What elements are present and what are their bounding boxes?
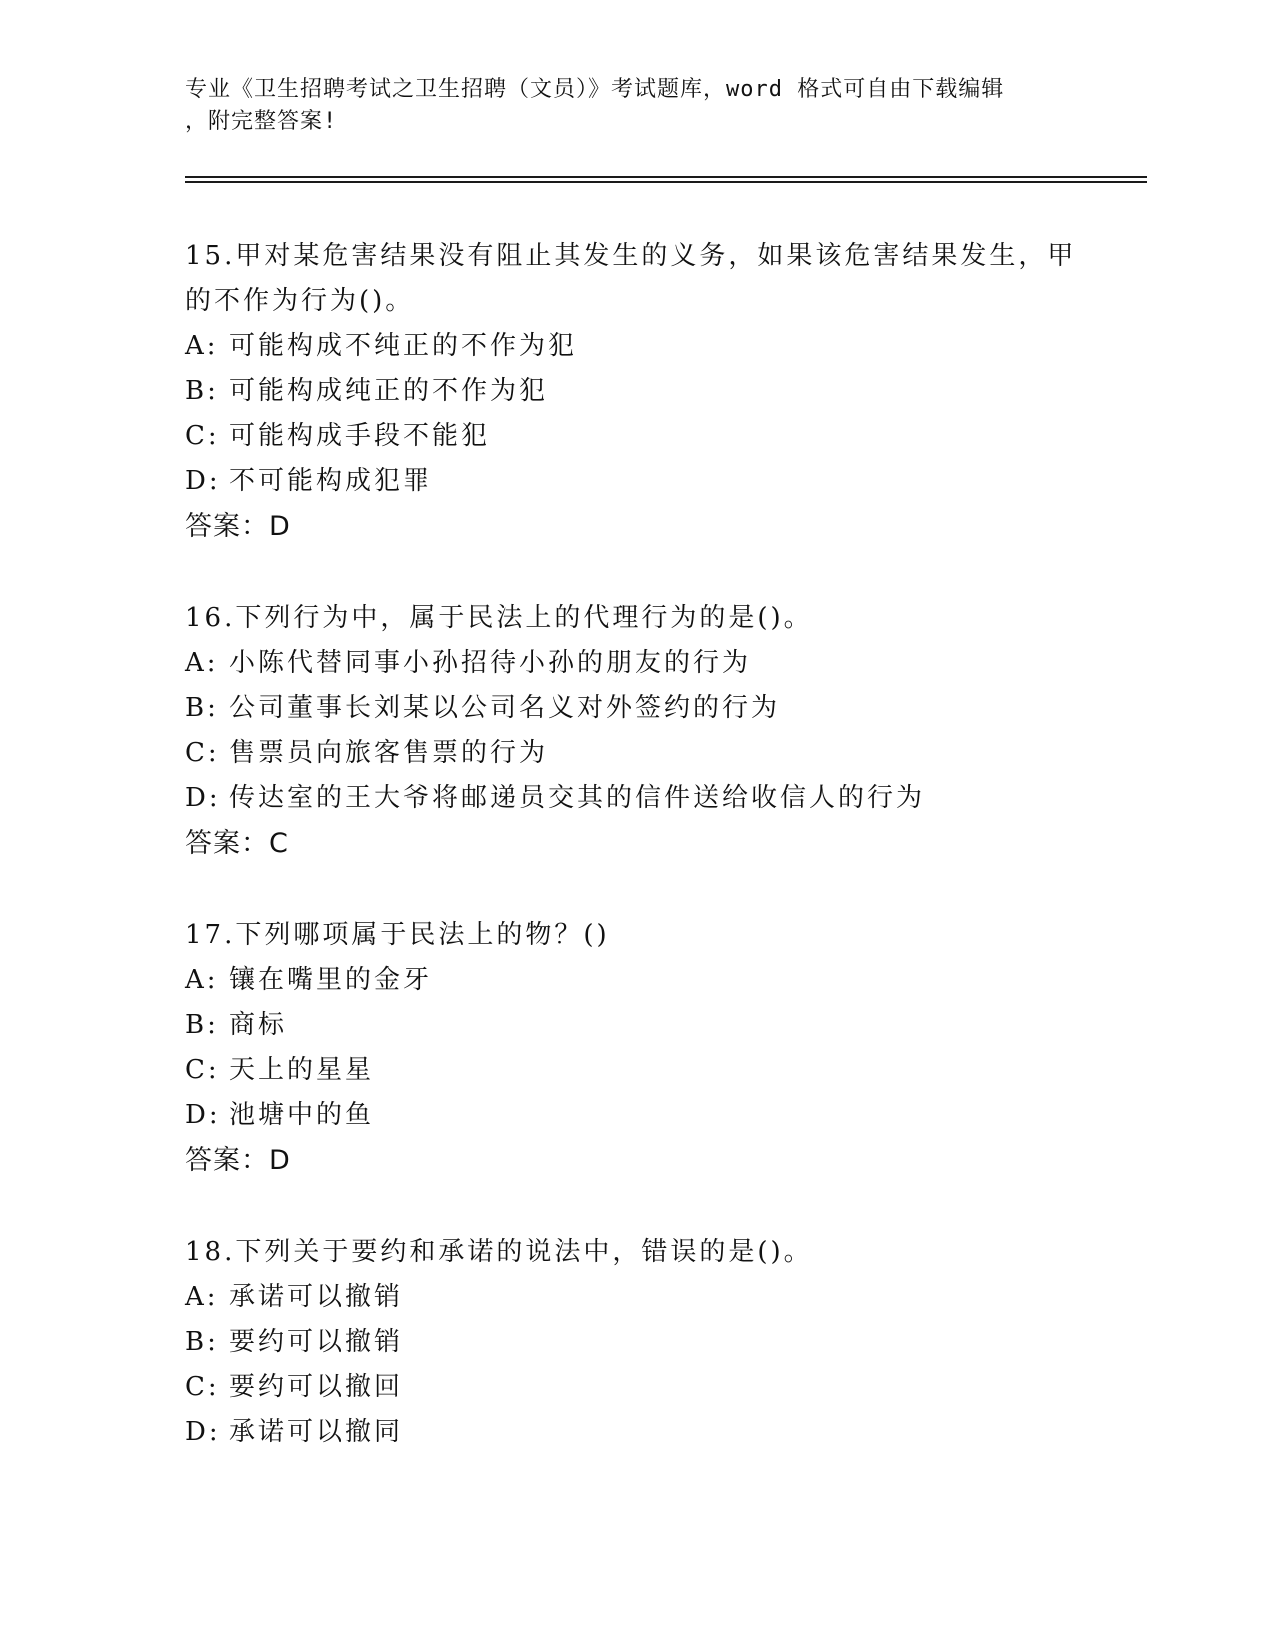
header-divider-top [185, 176, 1147, 178]
option-text: 要约可以撤回 [229, 1372, 404, 1402]
option-text: 镶在嘴里的金牙 [229, 965, 433, 995]
option-letter: D: [185, 1417, 221, 1447]
option-text: 池塘中的鱼 [229, 1100, 375, 1130]
header-divider-bottom [185, 181, 1147, 183]
document-header [185, 74, 1065, 138]
option-letter: C: [185, 1372, 220, 1402]
option-b [185, 369, 1085, 414]
header-line-1: 专业《卫生招聘考试之卫生招聘（文员）》考试题库，word 格式可自由下载编辑 [185, 77, 1005, 102]
option-b [185, 1003, 1085, 1048]
option-d [185, 1093, 1085, 1138]
question-stem-line: 18.下列关于要约和承诺的说法中，错误的是()。 [185, 1237, 813, 1267]
option-letter: B: [185, 693, 219, 723]
option-c [185, 414, 1085, 459]
answer-text: 答案：C [185, 828, 289, 859]
question-stem-line: 16.下列行为中，属于民法上的代理行为的是()。 [185, 603, 813, 633]
question-15 [185, 234, 1085, 549]
option-letter: B: [185, 1010, 219, 1040]
option-letter: C: [185, 1055, 220, 1085]
option-text: 天上的星星 [229, 1055, 375, 1085]
option-text: 承诺可以撤同 [229, 1417, 404, 1447]
option-text: 承诺可以撤销 [229, 1282, 404, 1312]
option-text: 不可能构成犯罪 [229, 466, 433, 496]
option-a [185, 641, 1085, 686]
option-letter: B: [185, 376, 219, 406]
option-a [185, 958, 1085, 1003]
question-stem-line: 15.甲对某危害结果没有阻止其发生的义务，如果该危害结果发生，甲 [185, 241, 1077, 271]
option-text: 商标 [229, 1010, 288, 1040]
option-a [185, 1275, 1085, 1320]
question-17 [185, 913, 1085, 1183]
option-d [185, 776, 1085, 821]
answer-text: 答案：D [185, 511, 291, 542]
option-text: 小陈代替同事小孙招待小孙的朋友的行为 [229, 648, 752, 678]
option-letter: A: [185, 331, 219, 361]
option-letter: A: [185, 965, 219, 995]
option-letter: D: [185, 1100, 221, 1130]
option-b [185, 1320, 1085, 1365]
question-16 [185, 596, 1085, 866]
option-letter: C: [185, 738, 220, 768]
question-stem-line: 的不作为行为()。 [185, 286, 415, 316]
option-letter: A: [185, 648, 219, 678]
option-text: 传达室的王大爷将邮递员交其的信件送给收信人的行为 [229, 783, 926, 813]
option-text: 可能构成不纯正的不作为犯 [229, 331, 578, 361]
option-letter: A: [185, 1282, 219, 1312]
option-letter: B: [185, 1327, 219, 1357]
option-d [185, 459, 1085, 504]
option-a [185, 324, 1085, 369]
answer-text: 答案：D [185, 1145, 291, 1176]
option-text: 可能构成纯正的不作为犯 [229, 376, 549, 406]
option-text: 要约可以撤销 [229, 1327, 404, 1357]
question-stem-line: 17.下列哪项属于民法上的物？() [185, 920, 610, 950]
option-text: 公司董事长刘某以公司名义对外签约的行为 [229, 693, 781, 723]
option-d [185, 1410, 1085, 1455]
option-c [185, 1365, 1085, 1410]
header-line-2: ，附完整答案! [185, 109, 338, 134]
option-text: 售票员向旅客售票的行为 [229, 738, 549, 768]
option-letter: D: [185, 466, 221, 496]
option-letter: D: [185, 783, 221, 813]
question-18 [185, 1230, 1085, 1455]
option-c [185, 1048, 1085, 1093]
option-c [185, 731, 1085, 776]
option-b [185, 686, 1085, 731]
option-letter: C: [185, 421, 220, 451]
option-text: 可能构成手段不能犯 [229, 421, 491, 451]
